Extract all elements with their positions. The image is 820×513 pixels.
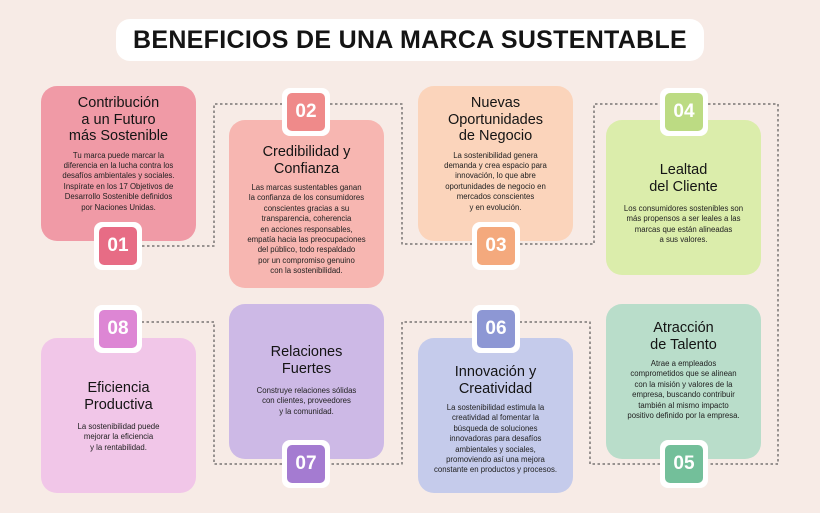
benefit-text: Tu marca puede marcar la diferencia en la lucha contra los desafíos ambientales y sociales. Inspírate en los 17 Objetivos de Desarrollo Sostenible definidos por Naciones Unidas. bbox=[62, 150, 175, 212]
benefit-card-07 bbox=[229, 304, 384, 459]
benefit-text: La sostenibilidad estimula la creatividad al fomentar la búsqueda de soluciones innovadoras para desafíos ambientales y sociales, promoviendo así una mejora constante en productos y procesos. bbox=[433, 403, 558, 475]
badge-number: 05 bbox=[665, 445, 703, 483]
benefit-card-03 bbox=[418, 86, 573, 241]
benefit-text: Los consumidores sostenibles son más propensos a ser leales a las marcas que están alineadas a sus valores. bbox=[623, 204, 744, 245]
benefit-heading: Contribución a un Futuro más Sostenible bbox=[68, 95, 169, 144]
benefit-text: Las marcas sustentables ganan la confianza de los consumidores conscientes gracias a su transparencia, coherencia en acciones responsables, empatía hacia las preocupaciones del público, todo respaldado por un compromiso genuino con la sostenibilidad. bbox=[247, 183, 366, 276]
badge-number: 01 bbox=[99, 227, 137, 265]
badge-number: 04 bbox=[665, 93, 703, 131]
badge-number: 03 bbox=[477, 227, 515, 265]
benefit-heading: Nuevas Oportunidades de Negocio bbox=[447, 95, 544, 144]
benefit-heading: Atracción de Talento bbox=[650, 320, 717, 353]
benefit-heading: Eficiencia Productiva bbox=[84, 380, 153, 413]
benefit-card-01 bbox=[41, 86, 196, 241]
badge-number: 02 bbox=[287, 93, 325, 131]
benefit-text: La sostenibilidad puede mejorar la eficiencia y la rentabilidad. bbox=[77, 422, 160, 452]
number-badge-03 bbox=[472, 222, 520, 270]
benefit-heading: Innovación y Creatividad bbox=[454, 364, 537, 397]
benefit-card-05 bbox=[606, 304, 761, 459]
badge-number: 08 bbox=[99, 310, 137, 348]
benefit-card-06 bbox=[418, 338, 573, 493]
badge-number: 07 bbox=[287, 445, 325, 483]
benefit-text: La sostenibilidad genera demanda y crea espacio para innovación, lo que abre oportunidades de negocio en mercados conscientes y en evolución. bbox=[444, 150, 547, 212]
number-badge-04 bbox=[660, 88, 708, 136]
benefit-card-04 bbox=[606, 120, 761, 275]
benefit-card-02 bbox=[229, 120, 384, 288]
benefit-heading: Relaciones Fuertes bbox=[270, 344, 343, 377]
benefit-heading: Credibilidad y Confianza bbox=[262, 144, 351, 177]
badge-number: 06 bbox=[477, 310, 515, 348]
benefit-card-08 bbox=[41, 338, 196, 493]
benefit-text: Atrae a empleados comprometidos que se alinean con la misión y valores de la empresa, buscando contribuir también al mismo impacto positivo definido por la empresa. bbox=[627, 359, 740, 421]
number-badge-01 bbox=[94, 222, 142, 270]
benefit-text: Construye relaciones sólidas con clientes, proveedores y la comunidad. bbox=[256, 386, 357, 416]
number-badge-02 bbox=[282, 88, 330, 136]
number-badge-06 bbox=[472, 305, 520, 353]
number-badge-05 bbox=[660, 440, 708, 488]
page-title: BENEFICIOS DE UNA MARCA SUSTENTABLE bbox=[116, 19, 704, 61]
benefit-heading: Lealtad del Cliente bbox=[649, 162, 718, 195]
number-badge-07 bbox=[282, 440, 330, 488]
number-badge-08 bbox=[94, 305, 142, 353]
